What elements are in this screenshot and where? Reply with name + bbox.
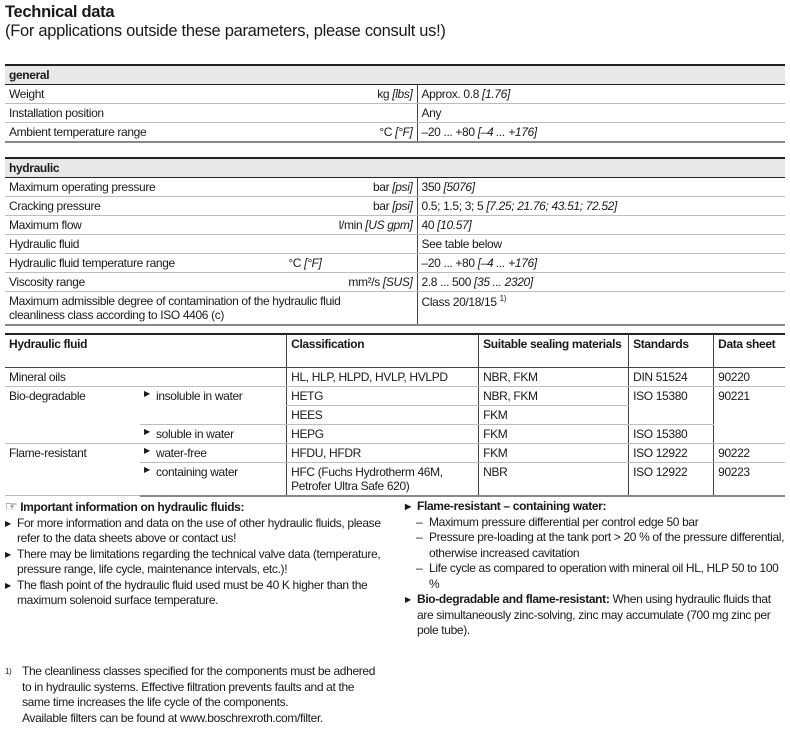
subtype-label: ▶ insoluble in water [144, 389, 242, 403]
table-row [5, 443, 785, 462]
spec-row [5, 123, 785, 143]
unit-alt: [°F] [304, 256, 322, 270]
unit-alt: [SUS] [382, 275, 413, 289]
pointing-hand-icon: ☞ [5, 498, 18, 514]
data-sheet: 90223 [714, 462, 785, 496]
value-text: Approx. 0.8 [421, 87, 480, 101]
standard: ISO 15380 [629, 424, 714, 443]
value-alt: [35 ... 2320] [474, 275, 533, 289]
note-item: ▶ For more information and data on the use of other hydraulic fluids, please refer to the data sheets above or contact us! [5, 516, 395, 547]
spec-row [5, 178, 785, 197]
classification: HL, HLP, HLPD, HVLP, HVLPD [287, 367, 479, 386]
value-text: –20 ... +80 [421, 125, 475, 139]
unit-text: °C [379, 125, 393, 139]
spec-value [417, 292, 785, 326]
spec-label [5, 85, 417, 104]
value-text: 0.5; 1.5; 3; 5 [421, 199, 484, 213]
general-table [5, 64, 785, 143]
subtype [140, 462, 287, 496]
unit [288, 256, 321, 270]
subtype [140, 443, 287, 462]
footnote-text: The cleanliness classes specified for the components must be adhered to in hydraulic systems. Effective filtration prevents faults and at the same time increases the life cycle of the components. [22, 664, 376, 709]
sealing: FKM [479, 424, 629, 443]
data-sheet: 90222 [714, 443, 785, 462]
fluid-name: Flame-resistant [5, 443, 140, 496]
classification: HEES [287, 405, 479, 424]
spec-row [5, 216, 785, 235]
fluid-name: Mineral oils [5, 367, 287, 386]
unit-text: bar [372, 199, 390, 213]
col-datasheet: Data sheet [714, 334, 785, 367]
spec-value [417, 123, 785, 143]
spec-value [417, 85, 785, 104]
spec-row [5, 85, 785, 104]
spec-row [5, 197, 785, 216]
page-title: Technical data [5, 3, 115, 21]
spec-value [417, 104, 785, 123]
notes-heading-text: Important information on hydraulic fluids: [20, 500, 245, 514]
spec-row [5, 235, 785, 254]
subtype [140, 386, 287, 424]
sealing: NBR, FKM [479, 367, 629, 386]
label-text: Maximum flow [9, 218, 82, 232]
sealing: NBR, FKM [479, 386, 629, 405]
col-sealing: Suitable sealing materials [479, 334, 629, 367]
label-text: Weight [9, 87, 45, 101]
flame-item: – Life cycle as compared to operation with mineral oil HL, HLP 50 to 100 % [405, 561, 785, 592]
fluid-notes [405, 499, 785, 639]
label-text: Maximum operating pressure [9, 180, 156, 194]
note-item: ▶ There may be limitations regarding the technical valve data (temperature, pressure range, life cycle, maintenance intervals, etc.)! [5, 547, 395, 578]
value-text: 350 [421, 180, 441, 194]
footnote-filters: Available filters can be found at www.boschrexroth.com/filter. [22, 710, 323, 725]
label-text: Ambient temperature range [9, 125, 147, 139]
notes-heading [5, 499, 395, 516]
value-alt: [5076] [443, 180, 475, 194]
spec-value [417, 235, 785, 254]
label-text: Maximum admissible degree of contamination of the hydraulic fluid cleanliness class according to ISO 4406 (c) [9, 294, 341, 322]
subtype-label: ▶ containing water [144, 465, 238, 479]
value-text: 40 [421, 218, 435, 232]
footnote [5, 664, 382, 726]
subtype [140, 424, 287, 443]
data-sheet: 90221 [714, 386, 785, 443]
sealing: FKM [479, 443, 629, 462]
label-text: Hydraulic fluid [9, 237, 80, 251]
table-row [5, 367, 785, 386]
unit-alt: [US gpm] [365, 218, 413, 232]
spec-label [5, 197, 417, 216]
fluid-table [5, 333, 785, 497]
value-alt: [1.76] [482, 87, 510, 101]
unit-text: l/min [338, 218, 363, 232]
spec-label [5, 254, 417, 273]
standard: ISO 12922 [629, 443, 714, 462]
value-text: Any [421, 106, 442, 120]
label-text: Hydraulic fluid temperature range [9, 256, 175, 270]
unit-alt: [psi] [392, 180, 413, 194]
spec-label [5, 235, 417, 254]
footnote-mark: 1) [5, 667, 12, 676]
spec-label [5, 178, 417, 197]
unit-alt: [°F] [395, 125, 413, 139]
bio-note [405, 592, 785, 639]
important-notes [5, 499, 395, 609]
sealing: NBR [479, 462, 629, 496]
spec-value [417, 197, 785, 216]
classification: HEPG [287, 424, 479, 443]
unit-alt: [psi] [392, 199, 413, 213]
spec-label [5, 123, 417, 143]
classification: HETG [287, 386, 479, 405]
classification: HFDU, HFDR [287, 443, 479, 462]
spec-value [417, 216, 785, 235]
unit [348, 275, 412, 289]
value-alt: 1) [499, 294, 507, 303]
value-alt: [10.57] [437, 218, 472, 232]
general-heading: general [5, 65, 785, 85]
unit [379, 125, 412, 139]
spec-label [5, 104, 417, 123]
bio-heading: Bio-degradable and flame-resistant: [417, 592, 610, 606]
standard: DIN 51524 [629, 367, 714, 386]
unit [373, 199, 413, 213]
label-text: Viscosity range [9, 275, 85, 289]
value-alt: [7.25; 21.76; 43.51; 72.52] [486, 199, 617, 213]
bio-text: When using hydraulic fluids that are simultaneously zinc-solving, zinc may accumulate (700 mg zinc per pole tube). [417, 592, 771, 637]
unit [339, 218, 413, 232]
spec-row [5, 273, 785, 292]
subtype-label: ▶ water-free [144, 446, 207, 460]
spec-label [5, 273, 417, 292]
spec-value [417, 254, 785, 273]
flame-item: – Pressure pre-loading at the tank port > 20 % of the pressure differential, otherwise increased cavitation [405, 530, 785, 561]
note-item: ▶ The flash point of the hydraulic fluid used must be 40 K higher than the maximum solenoid surface temperature. [5, 578, 395, 609]
spec-label [5, 292, 417, 326]
spec-row [5, 292, 785, 326]
unit-text: mm²/s [348, 275, 380, 289]
standard: ISO 15380 [629, 386, 714, 424]
fluid-name: Bio-degradable [5, 386, 140, 443]
spec-value [417, 178, 785, 197]
col-fluid: Hydraulic fluid [5, 334, 287, 367]
value-text: Class 20/18/15 [421, 295, 497, 309]
sealing: FKM [479, 405, 629, 424]
unit-text: °C [288, 256, 302, 270]
flame-heading: ▶ Flame-resistant – containing water: [405, 499, 785, 515]
col-classification: Classification [287, 334, 479, 367]
unit-text: bar [372, 180, 390, 194]
classification: HFC (Fuchs Hydrotherm 46M, Petrofer Ultra Safe 620) [287, 462, 479, 496]
label-text: Cracking pressure [9, 199, 101, 213]
unit-text: kg [377, 87, 390, 101]
value-text: 2.8 ... 500 [421, 275, 472, 289]
table-row [5, 386, 785, 405]
col-standards: Standards [629, 334, 714, 367]
spec-row [5, 254, 785, 273]
unit-alt: [lbs] [392, 87, 413, 101]
page-subtitle: (For applications outside these parameters, please consult us!) [5, 22, 446, 40]
flame-item: – Maximum pressure differential per control edge 50 bar [405, 515, 785, 531]
spec-label [5, 216, 417, 235]
data-sheet: 90220 [714, 367, 785, 386]
value-text: –20 ... +80 [421, 256, 475, 270]
unit [377, 87, 412, 101]
unit [373, 180, 413, 194]
hydraulic-table [5, 157, 785, 326]
spec-row [5, 104, 785, 123]
value-text: See table below [421, 237, 502, 251]
standard: ISO 12922 [629, 462, 714, 496]
spec-value [417, 273, 785, 292]
hydraulic-heading: hydraulic [5, 158, 785, 178]
value-alt: [–4 ... +176] [477, 256, 537, 270]
label-text: Installation position [9, 106, 104, 120]
subtype-label: ▶ soluble in water [144, 427, 234, 441]
value-alt: [–4 ... +176] [477, 125, 537, 139]
